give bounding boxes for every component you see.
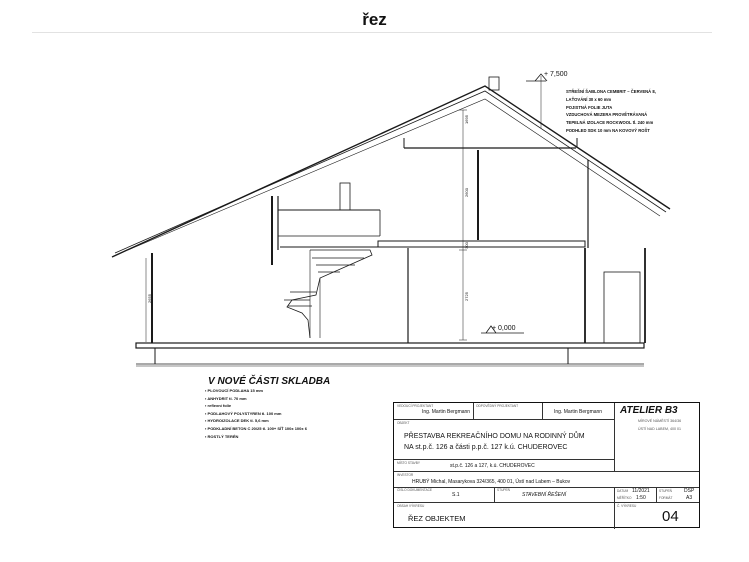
sheet-caption: Č. VÝKRESU — [617, 504, 637, 508]
legend-item: ▪ PLOVOUCÍ PODLAHA 15 mm — [205, 387, 307, 395]
location-caption: MÍSTO STAVBY — [397, 461, 421, 465]
studio-address: MÍROVÉ NÁMĚSTÍ 364/36 — [638, 419, 682, 423]
dimension-label: 2600 — [463, 188, 469, 197]
author-caption: VEDOUCÍ PROJEKTANT — [397, 404, 434, 408]
legend-item: ▪ reflexní folie — [205, 402, 307, 410]
date-caption: DATUM — [617, 489, 629, 493]
location-value: st.p.č. 126 a 127, k.ú. CHUDEROVEC — [450, 463, 535, 469]
staircase — [287, 250, 372, 338]
roof-note: STŘEŠNÍ ŠABLONA CEMBRIT – ČERVENÁ 8, — [566, 89, 656, 94]
author-name: Ing. Martin Bergmann — [422, 409, 471, 415]
page-title: řez — [362, 10, 387, 29]
ridge-level-label: + 7,500 — [544, 71, 568, 78]
checker-name: Ing. Martin Bergmann — [554, 409, 603, 415]
drawing-caption: OBSAH VÝKRESU — [397, 504, 425, 508]
dimension-label: 1695 — [463, 115, 469, 124]
investor-value: HRUBÝ Michal, Masarykova 324/365, 400 01, Ústí nad Labem – Bukov — [412, 479, 571, 485]
ground-level-label: + 0,000 — [492, 325, 516, 332]
stage-value: STAVEBNÍ ŘEŠENÍ — [522, 492, 567, 498]
legend-item: ▪ PODLAHOVÝ POLYSTYREN tl. 100 mm — [205, 410, 307, 418]
project-title: PŘESTAVBA REKREAČNÍHO DOMU NA RODINNÝ DŮM — [404, 433, 585, 440]
floor-legend-list — [205, 387, 307, 440]
roof-note: POJISTNÁ FOLIE JUTA — [566, 104, 613, 110]
sheet-number: 04 — [662, 508, 679, 525]
roof-note: VZDUCHOVÁ MEZERA PROVĚTRÁVANÁ — [566, 112, 648, 118]
stage-caption: STUPEŇ — [497, 488, 510, 492]
studio-address: ÚSTÍ NAD LABEM, 400 01 — [638, 427, 681, 431]
checker-caption: ODPOVĚDNÝ PROJEKTANT — [476, 404, 519, 408]
title-block — [393, 402, 700, 528]
roof-note: TEPELNÁ IZOLACE ROCKWOOL tl. 240 mm — [566, 120, 654, 126]
legend-item: ▪ HYDROIZOLACE DEK tl. 5,6 mm — [205, 417, 307, 425]
ground-floor-slab — [136, 343, 644, 348]
phase-value: DSP — [684, 488, 695, 494]
floor-legend-title: V NOVÉ ČÁSTI SKLADBA — [208, 376, 331, 387]
document-number: S.1 — [452, 492, 460, 498]
legend-item: ▪ ANHYDRIT tl. 70 mm — [205, 395, 307, 403]
project-subtitle: NA st.p.č. 126 a části p.p.č. 127 k.ú. CHUDEROVEC — [404, 444, 568, 451]
legend-item: ▪ PODKLADNÍ BETON C 20/25 tl. 100+ SÍŤ 100x 100x 6 — [205, 425, 307, 433]
number-caption: ČÍSLO DOKUMENTACE — [397, 488, 433, 492]
roof-notes — [566, 88, 656, 135]
scale-value: 1:50 — [636, 495, 646, 501]
dimension-label: 2655 — [146, 294, 152, 303]
chimney — [489, 77, 499, 90]
date-value: 11/2021 — [632, 488, 650, 494]
studio-name: ATELIER B3 — [620, 405, 678, 416]
format-caption: FORMÁT — [659, 496, 673, 500]
format-value: A3 — [686, 495, 693, 501]
dimension-label: 2725 — [463, 292, 469, 301]
roof-note: LAŤOVÁNÍ 30 x 60 mm — [566, 96, 612, 102]
scale-caption: MĚŘÍTKO — [617, 496, 632, 500]
roof-note: PODHLED SDK 10 mm NA KOVOVÝ ROŠT — [566, 127, 650, 133]
floor-slab — [378, 241, 585, 247]
drawing-name: ŘEZ OBJEKTEM — [408, 514, 466, 523]
investor-caption: INVESTOR — [397, 473, 414, 477]
phase-caption: STUPEŇ — [659, 489, 672, 493]
project-caption: OBJEKT — [397, 421, 410, 425]
dimension-label: 300 — [463, 242, 469, 249]
legend-item: ▪ ROSTLÝ TERÉN — [205, 433, 307, 441]
